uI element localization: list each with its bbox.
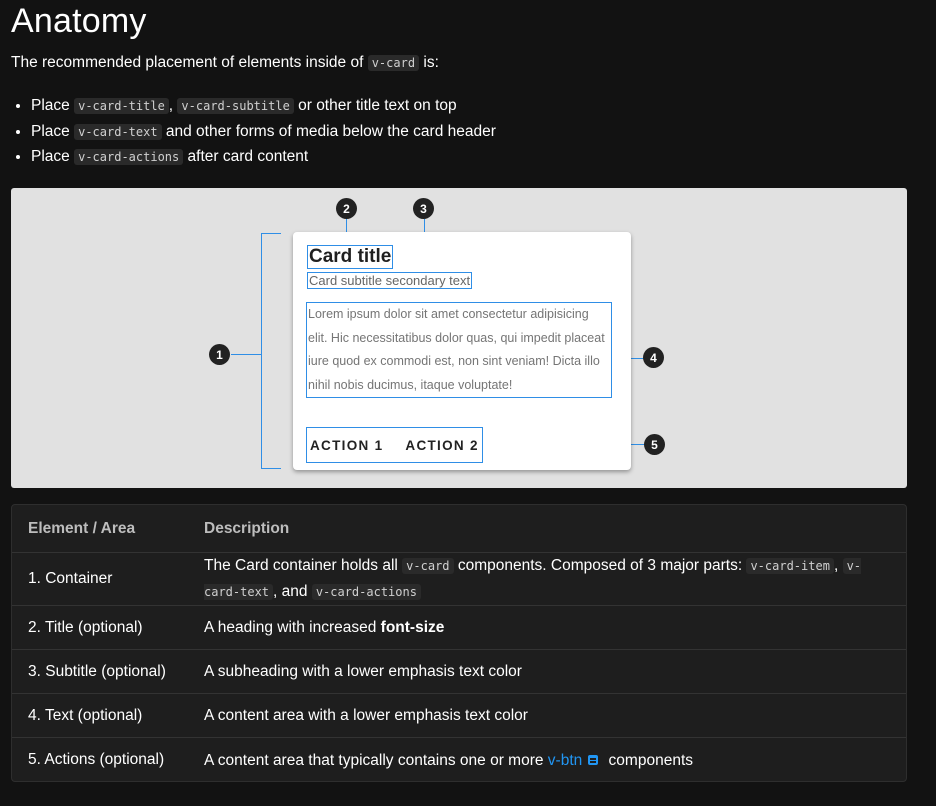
table-header-element: Element / Area [28,519,136,537]
callout-5: 5 [644,434,665,455]
card-actions [306,427,483,463]
page-title: Anatomy [11,2,147,40]
table-cell-description: A subheading with a lower emphasis text color [204,663,522,680]
inline-code: v-card-actions [74,149,183,165]
inline-code: v-card [402,558,453,574]
anatomy-table [11,504,907,782]
table-cell-element: 3. Subtitle (optional) [28,662,166,680]
table-cell-description: A content area with a lower emphasis text color [204,707,528,724]
placement-list [11,94,496,171]
table-cell-element: 1. Container [28,570,113,587]
example-card [293,232,631,470]
card-subtitle: Card subtitle secondary text [309,273,471,288]
container-bracket [261,233,281,469]
intro-text: The recommended placement of elements inside of v-card is: [11,54,439,71]
callout-1: 1 [209,344,230,365]
table-cell-description: A heading with increased font-size [204,619,445,636]
inline-code: v-card-title [74,98,169,114]
list-item: • Place v-card-actions after card content [31,145,496,171]
action-1-button[interactable]: ACTION 1 [310,437,384,453]
callout-3: 3 [413,198,434,219]
table-cell-element: 2. Title (optional) [28,618,143,636]
table-cell-element: 5. Actions (optional) [28,751,165,768]
table-header-description: Description [204,520,290,537]
callout-1-line [231,354,261,355]
inline-code: v-card-text [74,124,161,140]
inline-code: v-card [368,55,419,71]
callout-2: 2 [336,198,357,219]
table-header-row [12,505,906,553]
table-row [12,606,906,650]
card-text: Lorem ipsum dolor sit amet consectetur adipisicing elit. Hic necessitatibus dolor quas, qui impedit placeat iure quod ex commodi est, non sint veniam! Dicta illo nihil nobis ducimus, itaque voluptate! [306,302,612,398]
external-link-icon[interactable] [588,755,598,765]
callout-4: 4 [643,347,664,368]
anatomy-diagram [11,188,907,488]
list-item: • Place v-card-title , v-card-subtitle or other title text on top [31,94,496,120]
table-row [12,650,906,694]
action-2-button[interactable]: ACTION 2 [405,437,479,453]
table-row [12,553,906,606]
inline-code: v-card-text [204,559,862,599]
inline-code: v-card-item [746,558,833,574]
table-cell-element: 4. Text (optional) [28,706,143,724]
inline-code: v-card-subtitle [177,98,293,114]
table-cell-description: A content area that typically contains one or more v-btn components [204,751,693,769]
inline-code: v-card-actions [312,584,421,600]
list-item: • Place v-card-text and other forms of media below the card header [31,120,496,146]
card-title: Card title [309,246,392,267]
table-cell-description: The Card container holds all v-card components. Composed of 3 major parts: v-card-item , v-card-text , and v-card-actions [204,557,862,600]
table-row [12,738,906,782]
table-row [12,694,906,738]
v-btn-link[interactable]: v-btn [547,751,583,769]
